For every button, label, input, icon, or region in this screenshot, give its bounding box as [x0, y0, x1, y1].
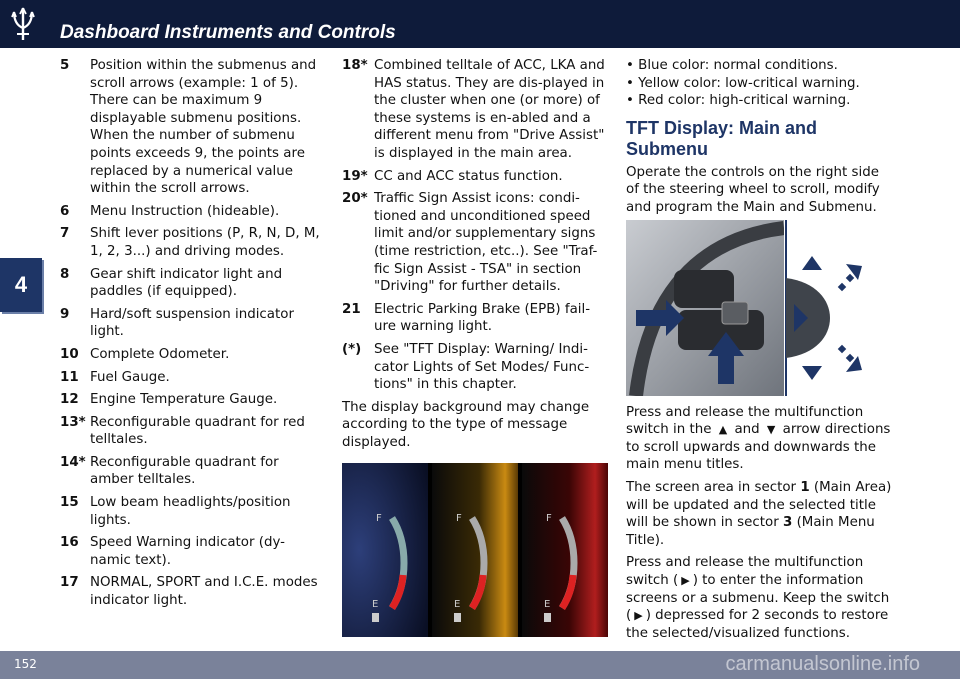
list-item: [342, 168, 610, 186]
down-arrow-icon: ▼: [766, 423, 776, 437]
item-text: Menu Instruction (hideable).: [90, 203, 280, 219]
item-number: 5: [60, 58, 70, 73]
bullet-blue: • Blue color: normal conditions.: [626, 58, 838, 73]
item-number: (*): [342, 341, 362, 357]
list-item: [60, 574, 320, 609]
text-run: (Main Menu Title).: [626, 515, 875, 548]
item-text: See "TFT Display: Warning/ Indi-cator Lights of Set Modes/ Func-tions" in this chapter.: [374, 341, 590, 393]
intro-paragraph: Operate the controls on the right side of the steering wheel to scroll, modify and program the Main and Submenu.: [626, 164, 880, 215]
item-text: Hard/soft suspension indicator light.: [90, 306, 294, 340]
item-text: Low beam headlights/position lights.: [90, 495, 291, 528]
item-text: Position within the submenus and scroll arrows (example: 1 of 5). There can be maximum 9 displayable submenu positions. When the number of submenu points exceeds 9, the points are replaced by a numerical value within the scroll arrows.: [90, 58, 317, 197]
list-item: [60, 534, 320, 569]
item-text: Reconfigurable quadrant for amber telltales.: [90, 454, 279, 488]
sector-number: 1: [800, 479, 810, 495]
text-run: Press and release the multifunction switch in the: [626, 404, 864, 438]
item-text: NORMAL, SPORT and I.C.E. modes indicator light.: [90, 575, 318, 609]
item-number: 20*: [342, 191, 368, 207]
gauge-empty-label: E: [544, 599, 551, 610]
item-number: 8: [60, 266, 70, 282]
gauge-full-label: F: [546, 513, 552, 524]
background-note: The display background may change according to the type of message displayed.: [342, 399, 590, 450]
list-item: [342, 341, 610, 394]
item-number: 6: [60, 203, 70, 219]
item-text: CC and ACC status function.: [374, 168, 563, 184]
page-number: 152: [14, 657, 37, 671]
column-2: [342, 57, 610, 456]
text-run: The screen area in sector: [626, 479, 797, 495]
bullet-red: • Red color: high-critical warning.: [626, 93, 851, 109]
text-run: ) depressed for 2 seconds to restore the selected/visualized functions.: [626, 608, 889, 641]
item-number: 13*: [60, 414, 86, 430]
sector-paragraph: [626, 479, 896, 549]
item-text: Engine Temperature Gauge.: [90, 392, 278, 408]
list-item: [60, 346, 320, 364]
watermark: carmanualsonline.info: [725, 653, 920, 675]
item-number: 9: [60, 306, 70, 322]
list-item: [60, 57, 320, 198]
item-text: Electric Parking Brake (EPB) fail-ure warning light.: [374, 301, 591, 335]
sector-number: 3: [782, 515, 793, 531]
up-arrow-icon: ▲: [718, 423, 728, 437]
gauge-red: [522, 463, 608, 637]
list-item: [60, 494, 320, 529]
text-run: and: [734, 422, 760, 438]
list-item: [60, 414, 320, 449]
item-number: 7: [60, 226, 70, 242]
text-run: Press and release the multifunction switch (: [626, 555, 864, 588]
item-number: 19*: [342, 168, 368, 184]
page-footer: [0, 651, 960, 679]
item-text: Complete Odometer.: [90, 346, 230, 362]
list-item: [60, 225, 320, 260]
list-item: [342, 190, 610, 296]
item-text: Fuel Gauge.: [90, 369, 170, 385]
list-item: [60, 306, 320, 341]
bullet-yellow: • Yellow color: low-critical warning.: [626, 75, 860, 91]
item-number: 12: [60, 392, 79, 408]
right-arrow-icon: ▶: [681, 573, 690, 587]
item-text: Gear shift indicator light and paddles (if equipped).: [90, 266, 283, 300]
right-arrow-icon: ▶: [634, 609, 643, 623]
item-text: Reconfigurable quadrant for red telltales.: [90, 414, 305, 448]
item-number: 10: [60, 346, 79, 362]
gauge-full-label: F: [376, 513, 382, 524]
list-item: [342, 57, 610, 163]
enter-paragraph: [626, 554, 896, 642]
column-1: [60, 57, 320, 615]
section-heading: TFT Display: Main and Submenu: [626, 117, 818, 159]
gauge-empty-label: E: [454, 599, 461, 610]
list-item: [60, 391, 320, 409]
item-number: 11: [60, 369, 79, 385]
list-item: [60, 369, 320, 387]
gauge-full-label: F: [456, 513, 462, 524]
item-number: 21: [342, 301, 361, 317]
page-title: Dashboard Instruments and Controls: [60, 22, 396, 43]
item-number: 18*: [342, 58, 368, 73]
gauge-empty-label: E: [372, 599, 379, 610]
list-item: [60, 454, 320, 489]
scroll-paragraph: [626, 404, 896, 474]
item-text: Shift lever positions (P, R, N, D, M, 1, 2, 3...) and driving modes.: [90, 226, 320, 259]
fuel-gauge-illustration: [342, 463, 608, 637]
item-number: 15: [60, 495, 79, 511]
item-number: 17: [60, 575, 79, 591]
gauge-yellow: [432, 463, 518, 637]
fuel-gauge-icon: [522, 463, 608, 637]
steering-switch-icon: [626, 220, 892, 396]
list-item: [60, 203, 320, 221]
item-number: 14*: [60, 454, 86, 470]
steering-wheel-controls-illustration: [626, 220, 892, 396]
text-run: (Main Area) will be updated and the selected title will be shown in sector: [626, 479, 892, 531]
item-text: Speed Warning indicator (dy-namic text).: [90, 535, 285, 568]
item-number: 16: [60, 535, 79, 551]
text-run: ) to enter the information screens or a submenu. Keep the switch (: [626, 572, 890, 624]
chapter-tab: 4: [0, 258, 42, 312]
fuel-gauge-icon: [432, 463, 518, 637]
color-legend: [626, 57, 896, 110]
list-item: [342, 301, 610, 336]
trident-logo-icon: [8, 6, 38, 42]
gauge-blue: [342, 463, 428, 637]
item-text: Combined telltale of ACC, LKA and HAS status. They are dis-played in the cluster when one (or more) of these systems is en-abled and a different menu from "Drive Assist" is displayed in the main area.: [374, 58, 605, 161]
item-text: Traffic Sign Assist icons: condi-tioned and unconditioned speed limit and/or supplementary signs (time restriction, etc..). See "Traf-fic Sign Assist - TSA" in section "Driving" for further details.: [374, 191, 598, 295]
list-item: [60, 266, 320, 301]
fuel-gauge-icon: [342, 463, 428, 637]
text-run: arrow directions to scroll upwards and downwards the main menu titles.: [626, 422, 891, 473]
page-header: [0, 0, 960, 48]
